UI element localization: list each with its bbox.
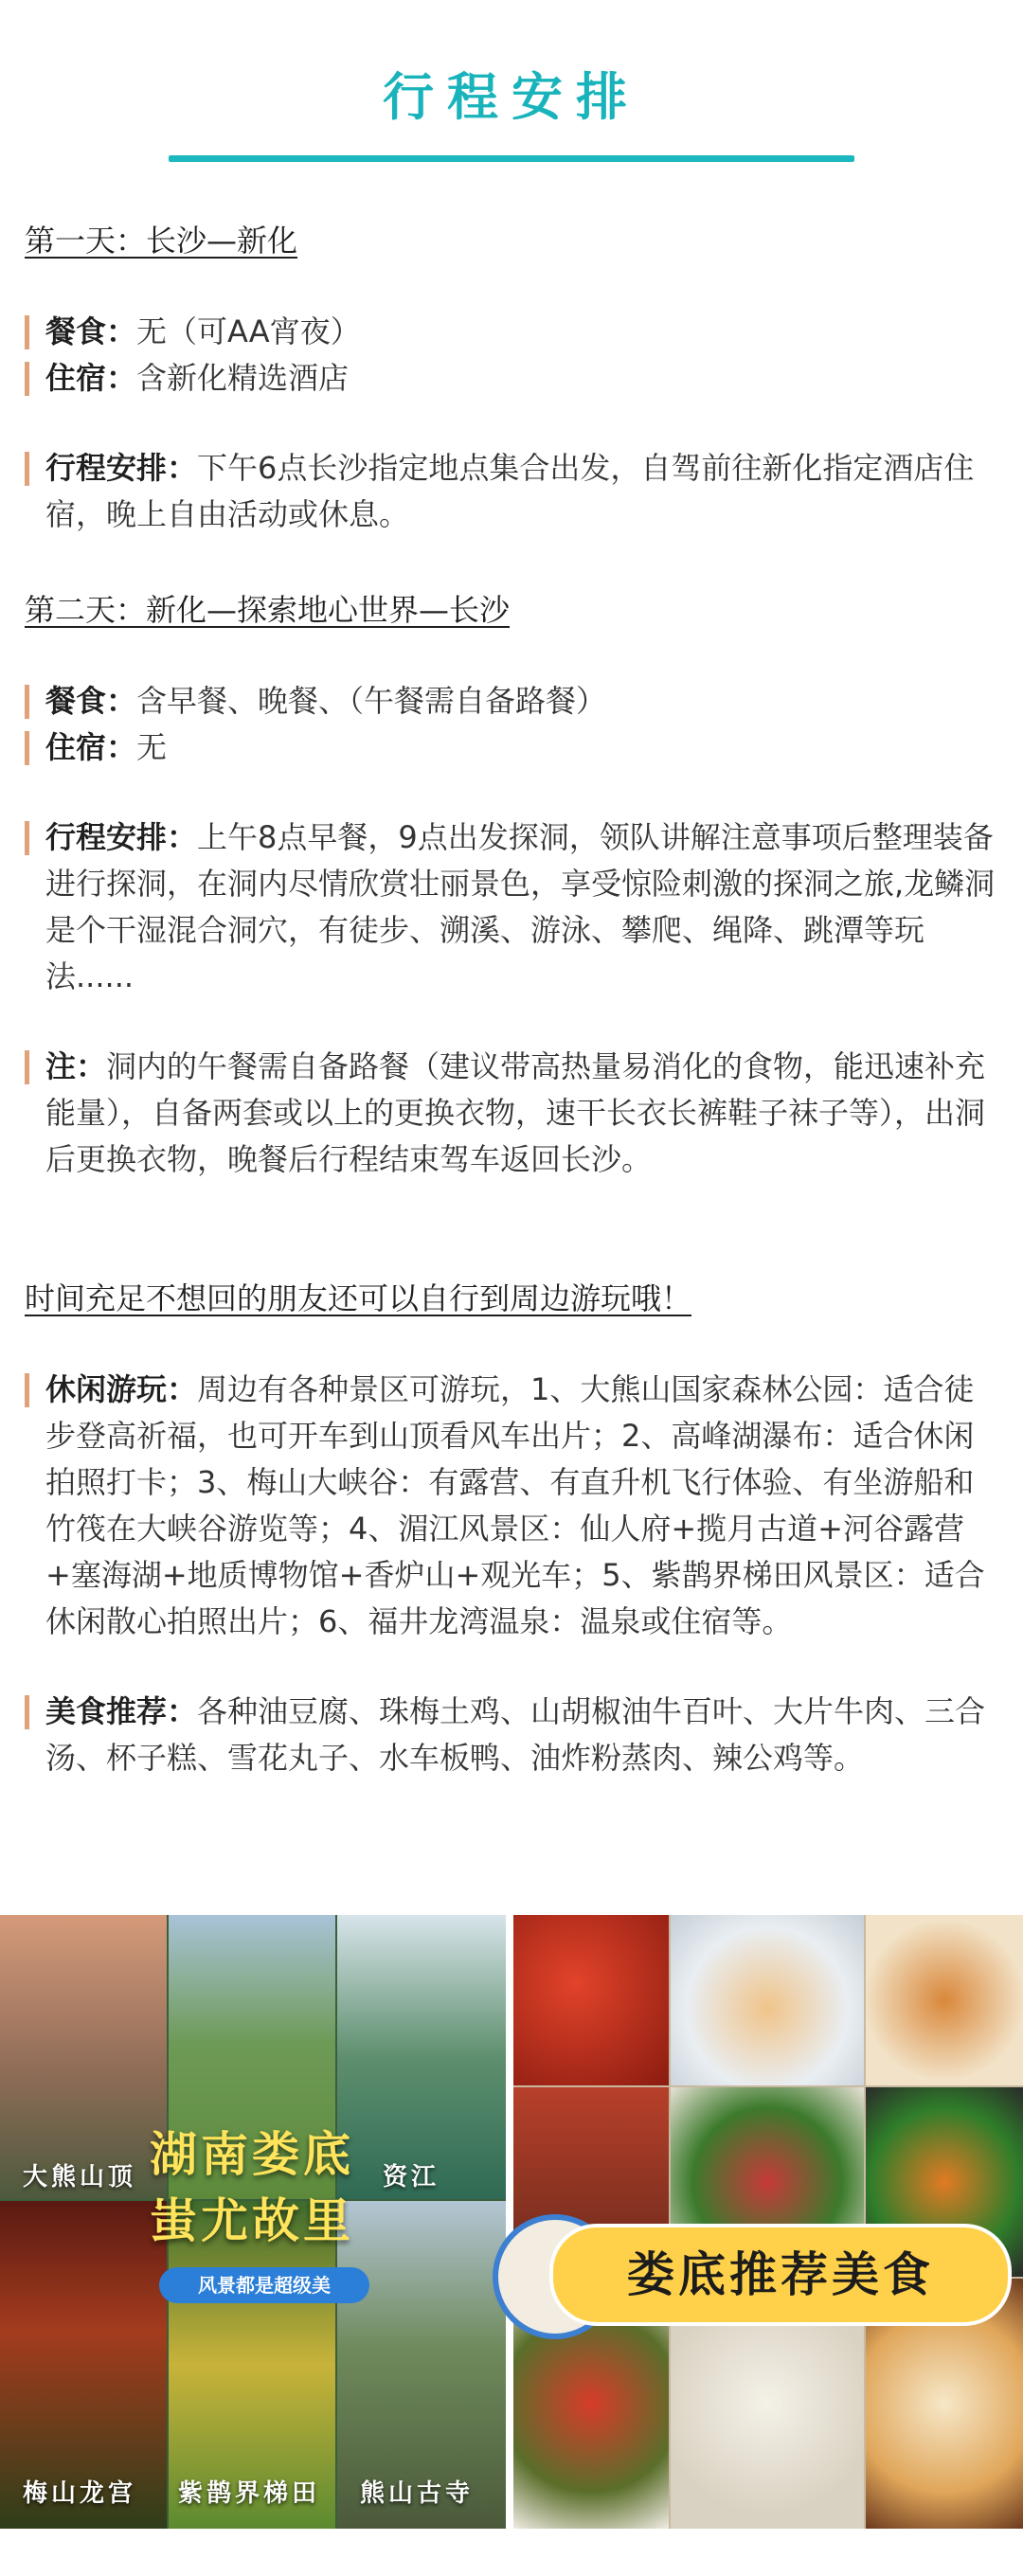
day1-meals-label: 餐食： bbox=[45, 313, 137, 349]
day1-stay-label: 住宿： bbox=[45, 360, 137, 396]
caption-meishan-cave: 梅山龙宫 bbox=[23, 2479, 137, 2508]
photo-fried-balls bbox=[866, 1915, 1023, 2085]
collage-title-line2: 蚩尤故里 bbox=[150, 2193, 354, 2248]
caption-daxiong-peak: 大熊山顶 bbox=[23, 2163, 137, 2191]
day2-meals bbox=[25, 678, 1000, 724]
day1-plan bbox=[25, 445, 1000, 538]
caption-xiongshan-temple: 熊山古寺 bbox=[360, 2479, 475, 2508]
day1-plan-value: 下午6点长沙指定地点集合出发，自驾前往新化指定酒店住宿，晚上自由活动或休息。 bbox=[45, 450, 975, 532]
day2-stay-label: 住宿： bbox=[45, 729, 137, 765]
scenery-collage bbox=[0, 1915, 506, 2529]
accent-bar bbox=[25, 731, 29, 765]
accent-bar bbox=[25, 685, 29, 719]
accent-bar bbox=[25, 1695, 29, 1729]
day2-plan-value: 上午8点早餐，9点出发探洞，领队讲解注意事项后整理装备进行探洞，在洞内尽情欣赏壮丽景色，享受惊险刺激的探洞之旅,龙鳞洞是个干湿混合洞穴，有徒步、溯溪、游泳、攀爬、绳降、跳潭等玩法...... bbox=[45, 819, 996, 994]
day1-stay bbox=[25, 355, 1000, 402]
day1-plan-label: 行程安排： bbox=[45, 450, 198, 486]
day1-meals-value: 无（可AA宵夜） bbox=[136, 313, 361, 349]
leisure-value: 周边有各种景区可游玩，1、大熊山国家森林公园：适合徒步登高祈福，也可开车到山顶看风车出片；2、高峰湖瀑布：适合休闲拍照打卡；3、梅山大峡谷：有露营、有直升机飞行体验、有坐游船和竹筏在大峡谷游览等；4、湄江风景区：仙人府+揽月古道+河谷露营+塞海湖+地质博物馆+香炉山+观光车；5、紫鹊界梯田风景区：适合休闲散心拍照出片；6、福井龙湾温泉：温泉或住宿等。 bbox=[45, 1371, 985, 1639]
food-paragraph bbox=[25, 1689, 1000, 1781]
caption-zijiang: 资江 bbox=[383, 2163, 440, 2191]
day2-stay-value: 无 bbox=[136, 729, 168, 765]
photo-collage bbox=[0, 1915, 1023, 2529]
day2-stay bbox=[25, 724, 1000, 771]
day2-plan bbox=[25, 814, 1000, 1000]
leisure-label: 休闲游玩： bbox=[45, 1371, 198, 1407]
accent-bar bbox=[25, 1373, 29, 1407]
food-value: 各种油豆腐、珠梅土鸡、山胡椒油牛百叶、大片牛肉、三合汤、杯子糕、雪花丸子、水车板鸭、油炸粉蒸肉、辣公鸡等。 bbox=[45, 1693, 986, 1776]
day2-note bbox=[25, 1044, 1000, 1183]
day2-note-value: 洞内的午餐需自备路餐（建议带高热量易消化的食物，能迅速补充能量），自备两套或以上的更换衣物，速干长衣长裤鞋子袜子等），出洞后更换衣物，晚餐后行程结束驾车返回长沙。 bbox=[45, 1048, 986, 1177]
page-title: 行程安排 bbox=[383, 67, 640, 127]
header bbox=[0, 0, 1023, 180]
food-collage bbox=[513, 1915, 1023, 2529]
accent-bar bbox=[25, 315, 29, 349]
leisure-paragraph bbox=[25, 1367, 1000, 1645]
itinerary-content bbox=[25, 216, 1000, 1781]
accent-bar bbox=[25, 821, 29, 855]
day1-meals bbox=[25, 309, 1000, 355]
day2-meals-value: 含早餐、晚餐、（午餐需自备路餐） bbox=[136, 683, 607, 719]
extra-title: 时间充足不想回的朋友还可以自行到周边游玩哦！ bbox=[25, 1280, 692, 1316]
photo-wind-turbines bbox=[0, 1915, 167, 2199]
food-banner: 娄底推荐美食 bbox=[549, 2224, 1012, 2326]
day2-note-label: 注： bbox=[45, 1048, 107, 1084]
day1-stay-value: 含新化精选酒店 bbox=[136, 360, 350, 396]
title-underline bbox=[169, 155, 854, 162]
accent-bar bbox=[25, 362, 29, 396]
collage-title bbox=[150, 2121, 396, 2254]
day2-meals-label: 餐食： bbox=[45, 683, 137, 719]
day2-plan-label: 行程安排： bbox=[45, 819, 198, 855]
photo-noodle-bowl bbox=[671, 1915, 864, 2085]
collage-title-line1: 湖南娄底 bbox=[150, 2127, 354, 2182]
caption-ziquejie: 紫鹊界梯田 bbox=[178, 2479, 321, 2508]
scenery-pill: 风景都是超级美 bbox=[159, 2267, 369, 2303]
accent-bar bbox=[25, 452, 29, 486]
day2-title: 第二天：新化—探索地心世界—长沙 bbox=[25, 592, 511, 628]
day1-title: 第一天：长沙—新化 bbox=[25, 223, 298, 259]
accent-bar bbox=[25, 1050, 29, 1084]
photo-spicy-dish bbox=[513, 1915, 669, 2085]
food-label: 美食推荐： bbox=[45, 1693, 198, 1729]
